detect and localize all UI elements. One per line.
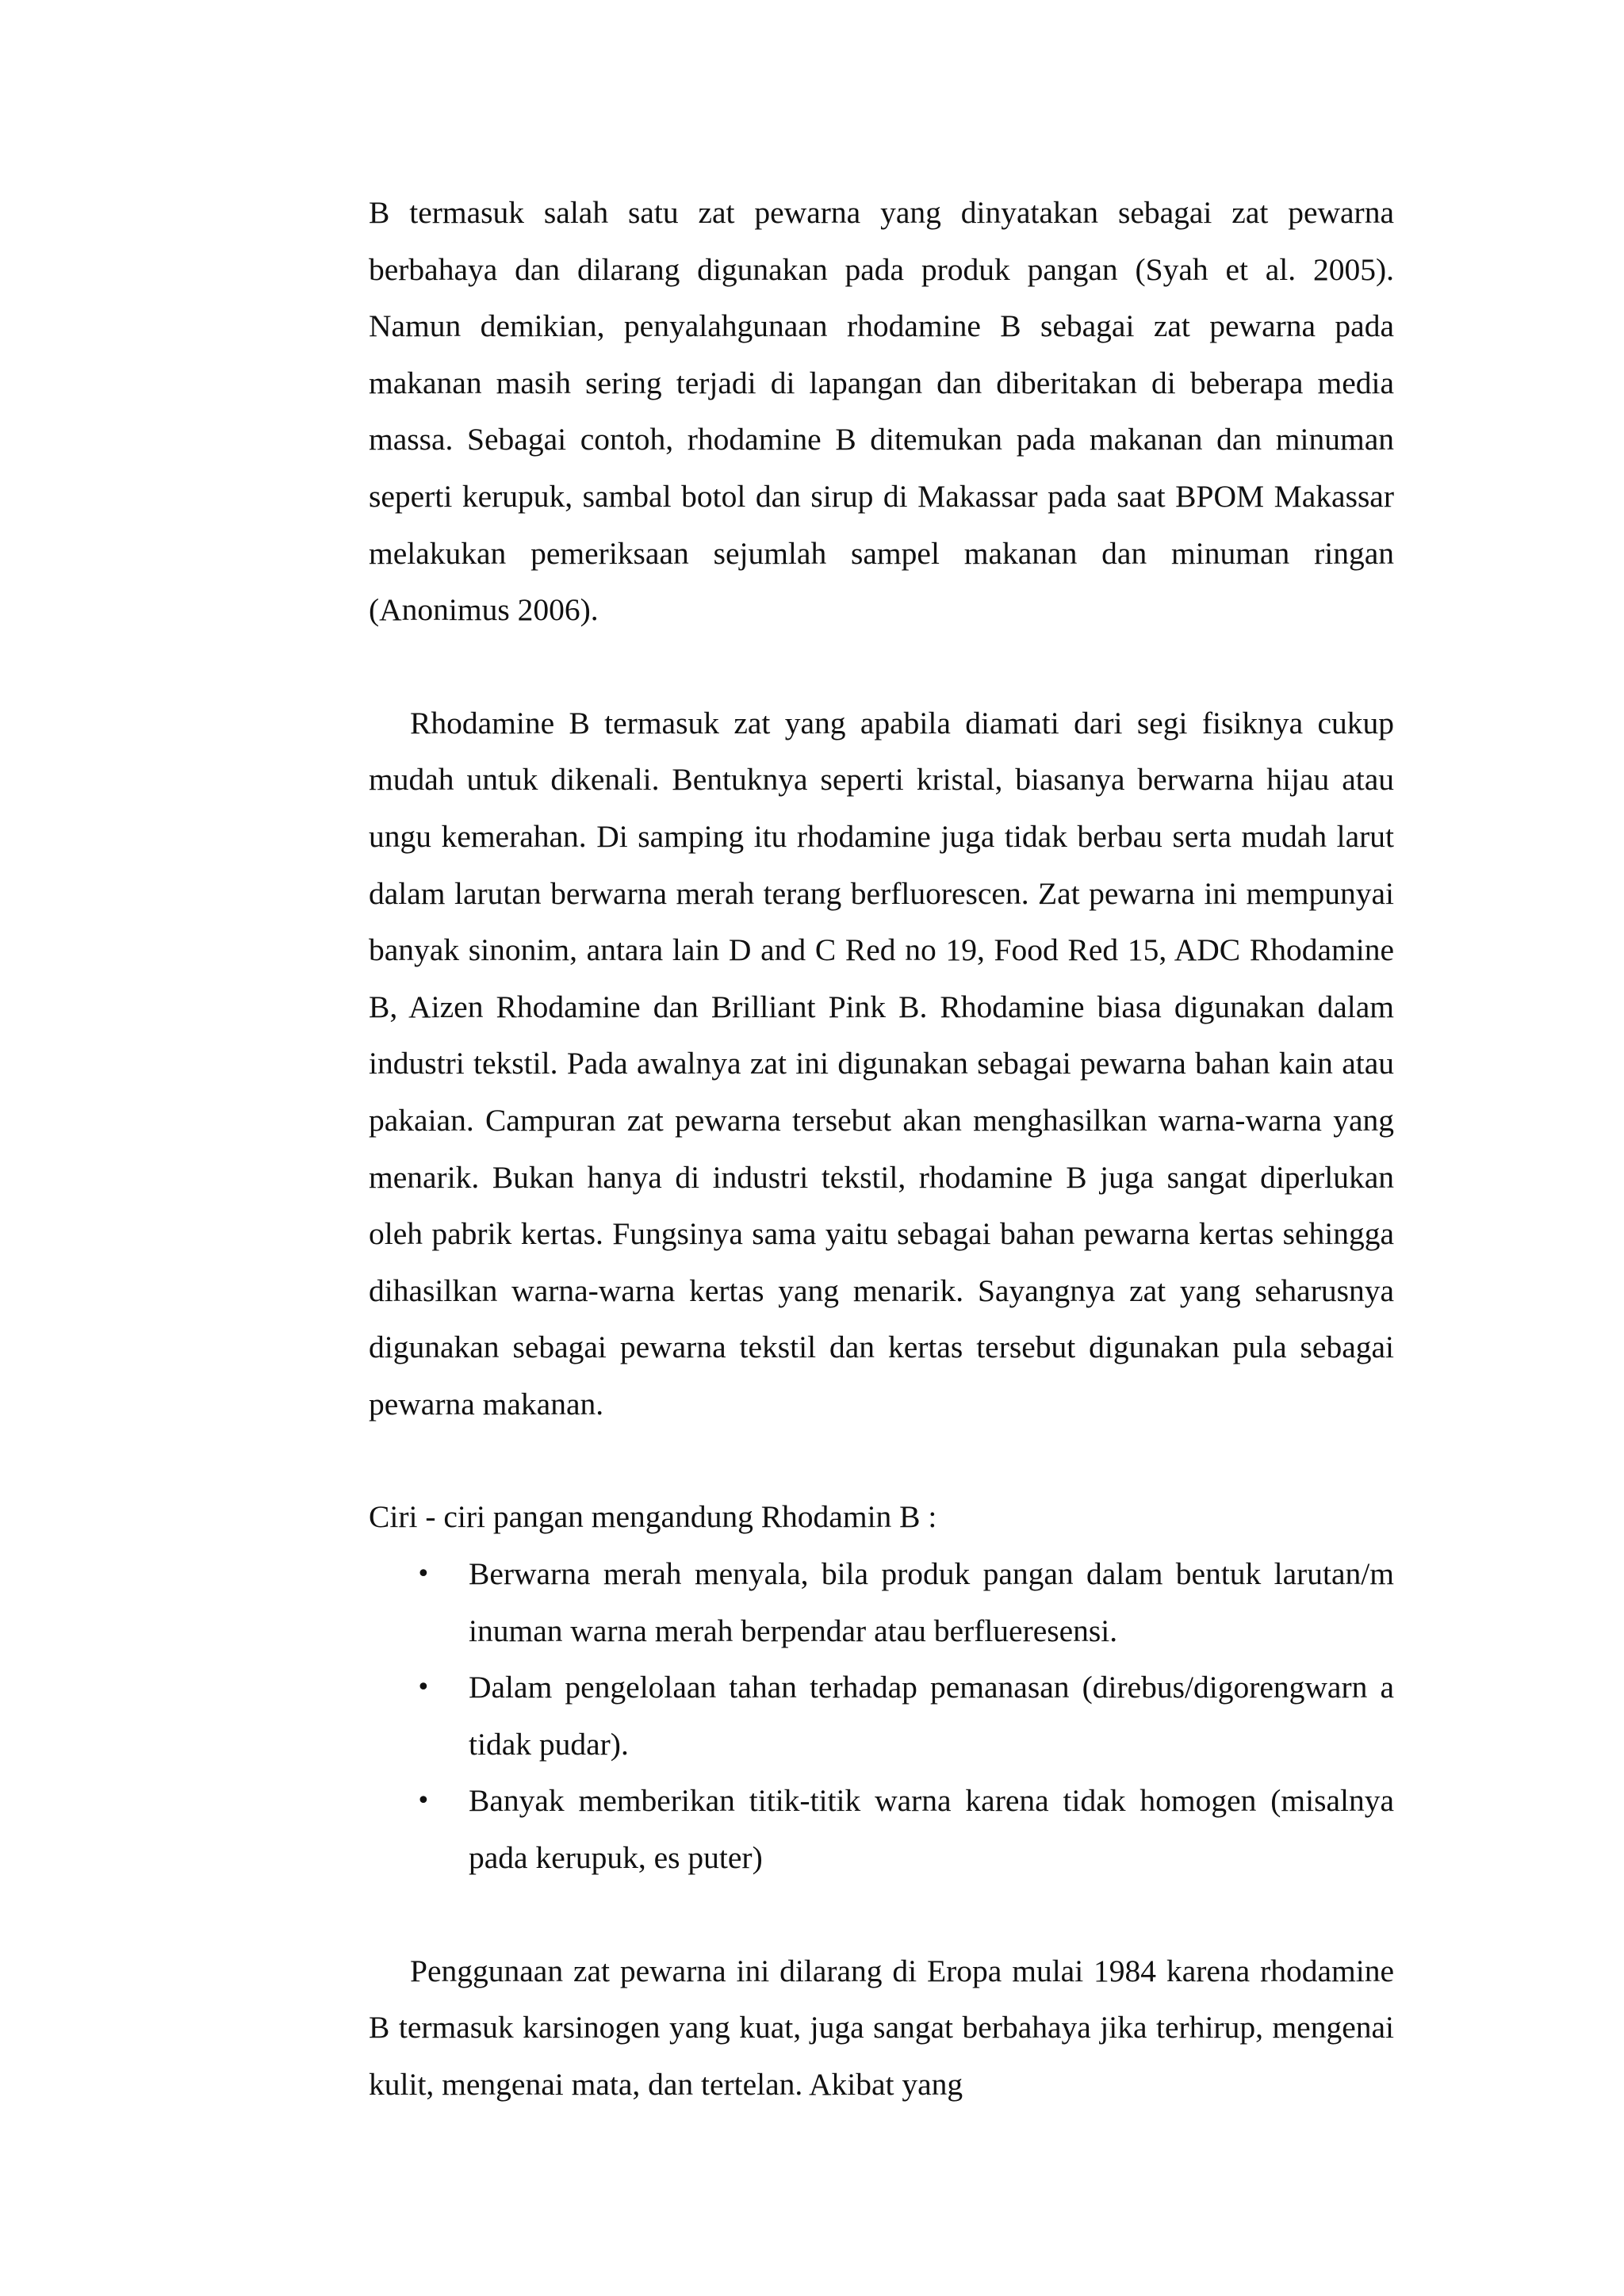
characteristics-section <box>369 1489 1394 1886</box>
bullet-icon: • <box>416 1560 431 1589</box>
list-item <box>369 1546 1394 1659</box>
list-item-text: Berwarna merah menyala, bila produk pangan dalam bentuk larutan/m inuman warna merah berpendar atau berflueresensi. <box>469 1556 1394 1648</box>
document-page <box>369 185 1394 2113</box>
list-lead: Ciri - ciri pangan mengandung Rhodamin B : <box>369 1499 937 1535</box>
list-item-text: Banyak memberikan titik-titik warna karena tidak homogen (misalnya pada kerupuk, es puter) <box>469 1783 1394 1876</box>
list-item-text: Dalam pengelolaan tahan terhadap pemanasan (direbus/digorengwarn a tidak pudar). <box>469 1670 1394 1762</box>
paragraph-2: Rhodamine B termasuk zat yang apabila diamati dari segi fisiknya cukup mudah untuk dikenali. Bentuknya seperti kristal, biasanya berwarna hijau atau ungu kemerahan. Di samping itu rhodamine juga tidak berbau serta mudah larut dalam larutan berwarna merah terang berfluorescen. Zat pewarna ini mempunyai banyak sinonim, antara lain D and C Red no 19, Food Red 15, ADC Rhodamine B, Aizen Rhodamine dan Brilliant Pink B. Rhodamine biasa digunakan dalam industri tekstil. Pada awalnya zat ini digunakan sebagai pewarna bahan kain atau pakaian. Campuran zat pewarna tersebut akan menghasilkan warna-warna yang menarik. Bukan hanya di industri tekstil, rhodamine B juga sangat diperlukan oleh pabrik kertas. Fungsinya sama yaitu sebagai bahan pewarna kertas sehingga dihasilkan warna-warna kertas yang menarik. Sayangnya zat yang seharusnya digunakan sebagai pewarna tekstil dan kertas tersebut digunakan pula sebagai pewarna makanan. <box>369 705 1394 1422</box>
paragraph-1: B termasuk salah satu zat pewarna yang dinyatakan sebagai zat pewarna berbahaya dan dilarang digunakan pada produk pangan (Syah et al. 2005). Namun demikian, penyalahgunaan rhodamine B sebagai zat pewarna pada makanan masih sering terjadi di lapangan dan diberitakan di beberapa media massa. Sebagai contoh, rhodamine B ditemukan pada makanan dan minuman seperti kerupuk, sambal botol dan sirup di Makassar pada saat BPOM Makassar melakukan pemeriksaan sejumlah sampel makanan dan minuman ringan (Anonimus 2006). <box>369 195 1394 628</box>
characteristics-list <box>369 1546 1394 1887</box>
list-item <box>369 1659 1394 1773</box>
bullet-icon: • <box>416 1787 431 1816</box>
paragraph-3: Penggunaan zat pewarna ini dilarang di Eropa mulai 1984 karena rhodamine B termasuk karsinogen yang kuat, juga sangat berbahaya jika terhirup, mengenai kulit, mengenai mata, dan tertelan. Akibat yang <box>369 1953 1394 2102</box>
list-item <box>369 1773 1394 1886</box>
bullet-icon: • <box>416 1674 431 1702</box>
